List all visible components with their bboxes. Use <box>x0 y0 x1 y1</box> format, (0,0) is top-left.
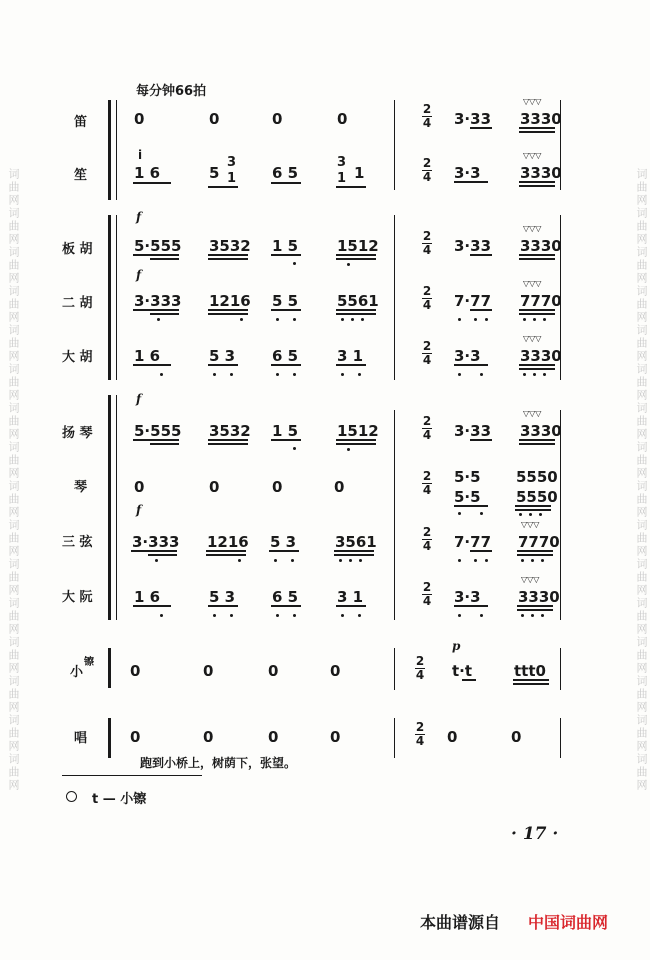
note-r10-4: 0 <box>330 728 341 746</box>
note-r5-1: 5·555 <box>134 422 182 440</box>
note-r4-1: 1 6 <box>134 347 161 365</box>
time-sig-r8: 2 4 <box>422 580 432 608</box>
end-note-r3-a: 7·77 <box>454 292 492 310</box>
underline <box>271 605 301 607</box>
note-r6-1: 0 <box>134 478 145 496</box>
low-dot <box>519 513 522 516</box>
low-dot <box>543 373 546 376</box>
end-note-r5-b: 3330 <box>520 422 562 440</box>
accent-marks: ▽▽▽ <box>523 151 542 160</box>
note-r9-2: 0 <box>203 662 214 680</box>
low-dot <box>213 373 216 376</box>
underline <box>271 182 301 184</box>
low-dot <box>539 513 542 516</box>
instrument-yangqin: 扬 琴 <box>62 426 93 441</box>
note-r8-3: 6 5 <box>272 588 299 606</box>
accent-marks: ▽▽▽ <box>521 575 540 584</box>
barline-end-5 <box>560 718 561 758</box>
low-dot <box>347 263 350 266</box>
low-dot <box>533 373 536 376</box>
low-dot <box>485 559 488 562</box>
underline <box>269 550 299 552</box>
system-bracket-winds <box>108 100 111 200</box>
note-r1-2: 5 <box>209 164 220 182</box>
note-r10-3: 0 <box>268 728 279 746</box>
underline <box>334 550 374 552</box>
low-dot <box>155 559 158 562</box>
underline <box>515 505 551 507</box>
accent-marks: ▽▽▽ <box>521 520 540 529</box>
barline-1 <box>394 100 395 190</box>
underline <box>470 550 492 552</box>
underline <box>519 254 555 256</box>
underline <box>150 258 179 260</box>
low-dot <box>541 559 544 562</box>
end-note-r9-a: t·t <box>452 662 473 680</box>
low-dot <box>157 318 160 321</box>
note-r2-1: 5·555 <box>134 237 182 255</box>
note-r1-2-bot: 1 <box>227 171 237 186</box>
low-dot <box>531 559 534 562</box>
end-note-r2-a: 3·33 <box>454 237 492 255</box>
low-dot <box>533 318 536 321</box>
low-dot <box>531 614 534 617</box>
underline <box>470 309 492 311</box>
underline <box>470 127 492 129</box>
low-dot <box>274 559 277 562</box>
system-bracket-plucked <box>108 395 111 620</box>
note-r0-4: 0 <box>337 110 348 128</box>
note-r8-1: 1 6 <box>134 588 161 606</box>
note-r1-4-top: 3 <box>337 155 347 170</box>
low-dot <box>529 513 532 516</box>
system-bracket-voice <box>108 718 111 758</box>
low-dot <box>541 614 544 617</box>
low-dot <box>523 373 526 376</box>
underline <box>206 554 246 556</box>
note-r5-4: 1512 <box>337 422 379 440</box>
time-sig-r7: 2 4 <box>422 525 432 553</box>
low-dot <box>521 559 524 562</box>
time-sig-r1: 2 4 <box>422 156 432 184</box>
low-dot <box>293 318 296 321</box>
end-note-r5-a: 3·33 <box>454 422 492 440</box>
low-dot <box>293 447 296 450</box>
barline-end-3 <box>560 410 561 620</box>
underline <box>454 505 488 507</box>
low-dot <box>341 318 344 321</box>
low-dot <box>276 373 279 376</box>
underline <box>519 127 555 129</box>
low-dot <box>160 373 163 376</box>
instrument-di: 笛 <box>74 115 88 130</box>
low-dot <box>521 614 524 617</box>
end-note-r0-a: 3·33 <box>454 110 492 128</box>
low-dot <box>276 318 279 321</box>
note-r2-4: 1512 <box>337 237 379 255</box>
low-dot <box>458 512 461 515</box>
underline <box>206 550 246 552</box>
underline <box>519 185 555 187</box>
underline <box>271 364 301 366</box>
underline <box>334 554 374 556</box>
low-dot <box>480 614 483 617</box>
low-dot <box>359 559 362 562</box>
note-r5-3: 1 5 <box>272 422 299 440</box>
note-r4-2: 5 3 <box>209 347 236 365</box>
end-note-r1-b: 3330 <box>520 164 562 182</box>
note-r1-2-top: 3 <box>227 155 237 170</box>
time-sig-r5: 2 4 <box>422 414 432 442</box>
note-r2-2: 3532 <box>209 237 251 255</box>
low-dot <box>240 318 243 321</box>
low-dot <box>351 318 354 321</box>
underline <box>208 254 248 256</box>
dynamic-f-sanxian: f <box>136 503 142 517</box>
low-dot <box>361 318 364 321</box>
low-dot <box>485 318 488 321</box>
instrument-xiao: 小 <box>70 665 84 680</box>
end-note-r7-b: 7770 <box>518 533 560 551</box>
source-label: 本曲谱源自 <box>420 913 501 932</box>
underline <box>336 254 376 256</box>
note-r1-3: 6 5 <box>272 164 299 182</box>
dynamic-p-cymbal: p <box>452 639 461 653</box>
low-dot <box>293 373 296 376</box>
underline <box>133 605 171 607</box>
note-r3-2: 1216 <box>209 292 251 310</box>
underline <box>208 364 238 366</box>
instrument-voice: 唱 <box>74 731 88 746</box>
underline <box>519 439 555 441</box>
low-dot <box>458 373 461 376</box>
end-note-r8-b: 3330 <box>518 588 560 606</box>
end-note-r7-a: 7·77 <box>454 533 492 551</box>
note-r10-2: 0 <box>203 728 214 746</box>
end-note-r3-b: 7770 <box>520 292 562 310</box>
underline <box>150 443 179 445</box>
instrument-erhu: 二 胡 <box>62 296 93 311</box>
underline <box>336 364 366 366</box>
low-dot <box>458 614 461 617</box>
time-sig-r6: 2 4 <box>422 469 432 497</box>
underline <box>131 550 177 552</box>
low-dot <box>276 614 279 617</box>
note-r3-4: 5561 <box>337 292 379 310</box>
underline <box>336 443 376 445</box>
low-dot <box>349 559 352 562</box>
low-dot <box>358 614 361 617</box>
instrument-sanxian: 三 弦 <box>62 535 93 550</box>
underline <box>454 181 488 183</box>
underline <box>208 605 238 607</box>
underline <box>271 254 301 256</box>
underline <box>519 313 555 315</box>
low-dot <box>339 559 342 562</box>
footnote-rule <box>62 775 202 776</box>
low-dot <box>160 614 163 617</box>
low-dot <box>213 614 216 617</box>
low-dot <box>523 318 526 321</box>
note-r0-1: 0 <box>134 110 145 128</box>
note-r1-4b: 1 <box>354 164 365 182</box>
barline-5 <box>394 718 395 758</box>
low-dot <box>230 614 233 617</box>
time-sig-r0: 2 4 <box>422 102 432 130</box>
system-line-bowed <box>116 215 117 380</box>
underline <box>336 258 376 260</box>
note-r8-2: 5 3 <box>209 588 236 606</box>
underline <box>133 364 171 366</box>
end-note-r0-b: 3330 <box>520 110 562 128</box>
accent-marks: ▽▽▽ <box>523 409 542 418</box>
end-note-r6-a-bot: 5·5 <box>454 488 481 506</box>
low-dot <box>341 373 344 376</box>
time-sig-r10: 2 4 <box>415 720 425 748</box>
system-bracket-perc <box>108 648 111 688</box>
underline <box>208 309 248 311</box>
underline <box>519 131 555 133</box>
instrument-cymbal: 镲 <box>84 657 94 668</box>
note-r1-1: 1 6 <box>134 164 161 182</box>
end-note-r2-b: 3330 <box>520 237 562 255</box>
note-r4-3: 6 5 <box>272 347 299 365</box>
underline <box>513 683 549 685</box>
page-number: · 17 · <box>511 824 559 844</box>
underline <box>133 309 179 311</box>
note-r10-1: 0 <box>130 728 141 746</box>
end-note-r1-a: 3·3 <box>454 164 481 182</box>
accent-marks: ▽▽▽ <box>523 97 542 106</box>
underline <box>517 609 553 611</box>
low-dot <box>293 614 296 617</box>
system-line-winds <box>116 100 117 200</box>
low-dot <box>543 318 546 321</box>
source-site: 中国词曲网 <box>528 913 609 932</box>
underline <box>336 605 366 607</box>
note-r6-4: 0 <box>334 478 345 496</box>
underline <box>336 313 376 315</box>
underline <box>519 309 555 311</box>
accent-marks: ▽▽▽ <box>523 224 542 233</box>
underline <box>519 181 555 183</box>
note-r0-2: 0 <box>209 110 220 128</box>
low-dot <box>238 559 241 562</box>
instrument-banhu: 板 胡 <box>62 242 93 257</box>
end-note-r9-b: ttt0 <box>514 662 546 680</box>
underline <box>271 309 301 311</box>
underline <box>208 443 248 445</box>
note-r1-4-bot: 1 <box>337 171 347 186</box>
barline-4 <box>394 648 395 690</box>
underline <box>513 679 549 681</box>
accent-marks: ▽▽▽ <box>523 334 542 343</box>
underline <box>454 605 488 607</box>
underline <box>519 364 555 366</box>
underline <box>336 309 376 311</box>
underline <box>208 258 248 260</box>
note-r9-4: 0 <box>330 662 341 680</box>
note-r8-4: 3 1 <box>337 588 364 606</box>
low-dot <box>358 373 361 376</box>
note-r7-4: 3561 <box>335 533 377 551</box>
note-r0-3: 0 <box>272 110 283 128</box>
tempo-marking: 每分钟66拍 <box>136 84 207 99</box>
underline <box>454 364 488 366</box>
underline <box>515 509 551 511</box>
note-r7-3: 5 3 <box>270 533 297 551</box>
low-dot <box>480 512 483 515</box>
underline <box>517 605 553 607</box>
accent-marks: ▽▽▽ <box>523 279 542 288</box>
low-dot <box>293 262 296 265</box>
low-dot <box>291 559 294 562</box>
low-dot <box>458 318 461 321</box>
underline <box>462 679 476 681</box>
low-dot <box>480 373 483 376</box>
system-bracket-bowed <box>108 215 111 380</box>
note-r2-3: 1 5 <box>272 237 299 255</box>
underline <box>208 313 248 315</box>
note-r9-3: 0 <box>268 662 279 680</box>
end-note-r6-a-top: 5·5 <box>454 468 481 486</box>
system-line-plucked <box>116 395 117 620</box>
low-dot <box>458 559 461 562</box>
underline <box>517 550 553 552</box>
underline <box>519 443 555 445</box>
dynamic-f-yangqin: f <box>136 392 142 406</box>
watermark-left: 词曲网词曲网词曲网词曲网词曲网词曲网词曲网词曲网词曲网词曲网词曲网词曲网词曲网词曲网词曲网词曲网 <box>7 168 20 792</box>
barline-3 <box>394 410 395 620</box>
instrument-sheng: 笙 <box>74 168 88 183</box>
note-r5-2: 3532 <box>209 422 251 440</box>
dynamic-f-banhu: f <box>136 210 142 224</box>
note-r6-2: 0 <box>209 478 220 496</box>
end-note-r10-a: 0 <box>447 728 458 746</box>
underline <box>271 439 301 441</box>
underline <box>148 554 177 556</box>
time-sig-r3: 2 4 <box>422 284 432 312</box>
note-r7-2: 1216 <box>207 533 249 551</box>
underline <box>336 439 376 441</box>
low-dot <box>474 318 477 321</box>
underline <box>208 439 248 441</box>
note-r6-3: 0 <box>272 478 283 496</box>
note-r3-1: 3·333 <box>134 292 182 310</box>
end-note-r6-b-bot: 5550 <box>516 488 558 506</box>
barline-2 <box>394 215 395 380</box>
end-note-r4-a: 3·3 <box>454 347 481 365</box>
footnote-text: t — 小镲 <box>92 792 147 807</box>
underline <box>470 439 492 441</box>
low-dot <box>230 373 233 376</box>
note-r1-1-upper: i <box>138 148 143 162</box>
underline <box>133 182 171 184</box>
underline <box>519 258 555 260</box>
underline <box>150 313 179 315</box>
low-dot <box>347 448 350 451</box>
stage-direction: 跑到小桥上，树荫下，张望。 <box>140 756 297 770</box>
low-dot <box>474 559 477 562</box>
end-note-r10-b: 0 <box>511 728 522 746</box>
underline <box>208 186 238 188</box>
instrument-daruan: 大 阮 <box>62 590 93 605</box>
barline-end-4 <box>560 648 561 690</box>
underline <box>519 368 555 370</box>
time-sig-r2: 2 4 <box>422 229 432 257</box>
instrument-qin: 琴 <box>74 480 88 495</box>
low-dot <box>341 614 344 617</box>
end-note-r8-a: 3·3 <box>454 588 481 606</box>
note-r4-4: 3 1 <box>337 347 364 365</box>
time-sig-r4: 2 4 <box>422 339 432 367</box>
end-note-r6-b-top: 5550 <box>516 468 558 486</box>
note-r3-3: 5 5 <box>272 292 299 310</box>
end-note-r4-b: 3330 <box>520 347 562 365</box>
watermark-right: 词曲网词曲网词曲网词曲网词曲网词曲网词曲网词曲网词曲网词曲网词曲网词曲网词曲网词曲网词曲网词曲网 <box>635 168 648 792</box>
note-r9-1: 0 <box>130 662 141 680</box>
instrument-dahu: 大 胡 <box>62 350 93 365</box>
dynamic-f-erhu: f <box>136 268 142 282</box>
underline <box>133 439 179 441</box>
time-sig-r9: 2 4 <box>415 654 425 682</box>
underline <box>133 254 179 256</box>
underline <box>517 554 553 556</box>
note-r7-1: 3·333 <box>132 533 180 551</box>
footnote-marker-icon <box>66 791 77 802</box>
underline <box>336 186 366 188</box>
underline <box>470 254 492 256</box>
